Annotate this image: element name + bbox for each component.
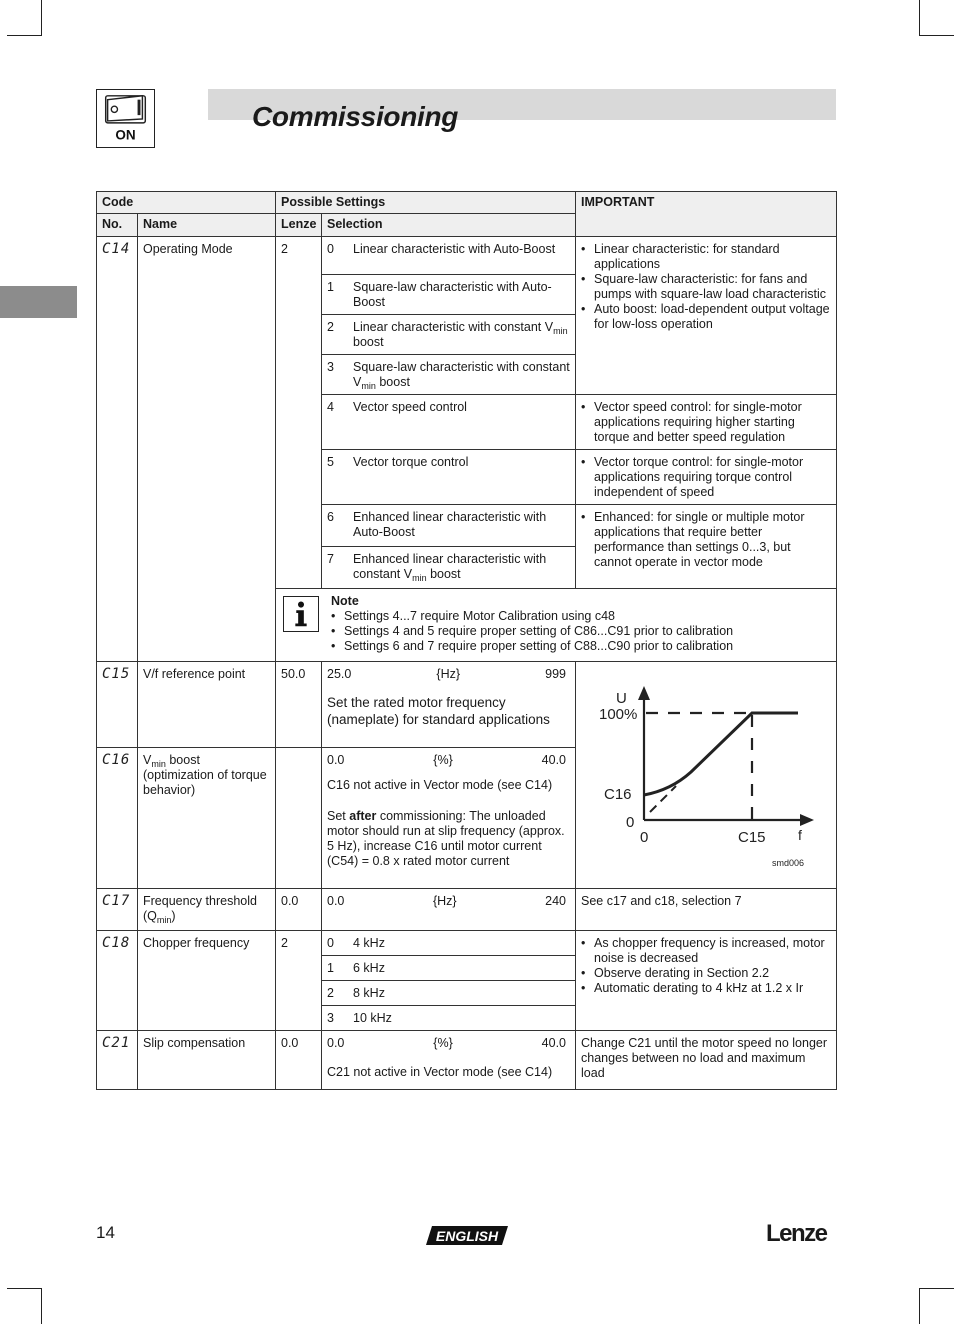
page-title: Commissioning: [252, 101, 459, 132]
crop-mark: [41, 0, 42, 35]
header-lenze: Lenze: [276, 214, 322, 237]
lenze-c15: 50.0: [276, 662, 322, 748]
name-c17: Frequency threshold $(Q_{min})$: [138, 889, 276, 931]
language-badge: [426, 1226, 508, 1245]
graph-ref-label: smd006: [772, 858, 805, 868]
header-selection: Selection: [322, 214, 576, 237]
graph-c15-label: C15: [738, 829, 766, 846]
header-important: IMPORTANT: [576, 192, 837, 237]
lenze-c21: 0.0: [276, 1031, 322, 1090]
lenze-c17: 0.0: [276, 889, 322, 931]
code-c14: C14: [97, 237, 138, 662]
note-list: • Settings 4...7 require Motor Calibration using c48 • Settings 4 and 5 require proper setting of C86...C91 prior to calibration • Settings 6 and 7 require proper setting of C88...C90 prior to calibration: [331, 609, 733, 654]
name-c21: Slip compensation: [138, 1031, 276, 1090]
name-c16: $V_{min}$ boost (optimization of torque behavior): [138, 747, 276, 888]
header-name: Name: [138, 214, 276, 237]
power-switch-icon: [96, 89, 155, 148]
graph-c16-label: C16: [604, 786, 632, 803]
chapter-tab: [0, 286, 77, 318]
graph-zero-x-label: 0: [640, 829, 649, 846]
brand-logo: Lenze: [766, 1220, 827, 1247]
crop-mark: [7, 35, 42, 36]
name-c14: Operating Mode: [138, 237, 276, 662]
graph-y-arrow: [638, 686, 650, 700]
selection-c21: 0.0 {%} 40.0 C21 not active in Vector mode (see C14): [322, 1031, 576, 1090]
important-c21: Change C21 until the motor speed no longer changes between no load and maximum load: [576, 1031, 837, 1090]
header-no: No.: [97, 214, 138, 237]
info-icon: [283, 596, 319, 632]
code-c16: C16: [97, 747, 138, 888]
selection-item: 0 4 kHz: [322, 931, 576, 956]
selection-item: 1 6 kHz: [322, 956, 576, 981]
important-c14-c: • Vector torque control: for single-motor applications requiring torque control independent of speed: [576, 450, 837, 505]
name-c18: Chopper frequency: [138, 931, 276, 1031]
header-possible-settings: Possible Settings: [276, 192, 576, 214]
code-c15: C15: [97, 662, 138, 748]
code-c17: C17: [97, 889, 138, 931]
page-number: 14: [96, 1223, 115, 1242]
crop-mark: [919, 35, 954, 36]
lenze-c14: 2: [276, 237, 322, 589]
crop-mark: [41, 1289, 42, 1324]
selection-item: 6 Enhanced linear characteristic with Auto-Boost: [322, 505, 576, 547]
important-c14-b: • Vector speed control: for single-motor applications requiring higher starting torque and better speed regulation: [576, 395, 837, 450]
selection-item: 3 Square-law characteristic with constant $V_{min}$ boost: [322, 355, 576, 395]
graph-f-label: f: [798, 827, 802, 843]
header-code: Code: [97, 192, 276, 214]
selection-item: 0 Linear characteristic with Auto-Boost: [322, 237, 576, 275]
graph-100-label: 100%: [599, 706, 638, 723]
selection-c17: 0.0 {Hz} 240: [322, 889, 576, 931]
selection-item: 2 8 kHz: [322, 981, 576, 1006]
graph-zero-y-label: 0: [626, 814, 635, 831]
important-c14-d: • Enhanced: for single or multiple motor applications that require better performance than settings 0...3, but cannot operate in vector mode: [576, 505, 837, 589]
switch-label: ON: [115, 127, 136, 143]
selection-item: 5 Vector torque control: [322, 450, 576, 505]
parameter-table: [96, 191, 837, 1090]
lenze-c18: 2: [276, 931, 322, 1031]
lenze-c16: [276, 747, 322, 888]
note-box: [276, 589, 837, 662]
selection-item: 2 Linear characteristic with constant $V_{min}$ boost: [322, 315, 576, 355]
important-c17: See c17 and c18, selection 7: [576, 889, 837, 931]
crop-mark: [919, 1289, 920, 1324]
name-c15: V/f reference point: [138, 662, 276, 748]
selection-c16: 0.0 {%} 40.0 C16 not active in Vector mode (see C14) Set after commissioning: The unloaded motor should run at slip frequency (approx. 5 Hz), increase C16 until motor current (C54) = 0.8 x rated motor current: [322, 747, 576, 888]
note-title: Note: [331, 594, 359, 608]
graph-vf-curve: [644, 713, 798, 795]
important-c18: • As chopper frequency is increased, motor noise is decreased • Observe derating in Section 2.2 • Automatic derating to 4 kHz at 1.2 x Ir: [576, 931, 837, 1031]
vf-graph: [576, 662, 837, 889]
selection-item: 3 10 kHz: [322, 1006, 576, 1031]
selection-c15: 25.0 {Hz} 999 Set the rated motor frequency (nameplate) for standard applications: [322, 662, 576, 748]
crop-mark: [919, 0, 920, 35]
crop-mark: [7, 1288, 42, 1289]
important-c14-a: • Linear characteristic: for standard applications • Square-law characteristic: for fans and pumps with square-law load characteristic • Auto boost: load-dependent output voltage for low-loss operation: [576, 237, 837, 395]
crop-mark: [919, 1288, 954, 1289]
graph-u-label: U: [616, 690, 627, 707]
selection-item: 1 Square-law characteristic with Auto-Boost: [322, 275, 576, 315]
language-label: ENGLISH: [435, 1228, 499, 1244]
code-c18: C18: [97, 931, 138, 1031]
code-c21: C21: [97, 1031, 138, 1090]
selection-item: 7 Enhanced linear characteristic with constant $V_{min}$ boost: [322, 547, 576, 589]
graph-x-arrow: [800, 814, 814, 826]
selection-item: 4 Vector speed control: [322, 395, 576, 450]
